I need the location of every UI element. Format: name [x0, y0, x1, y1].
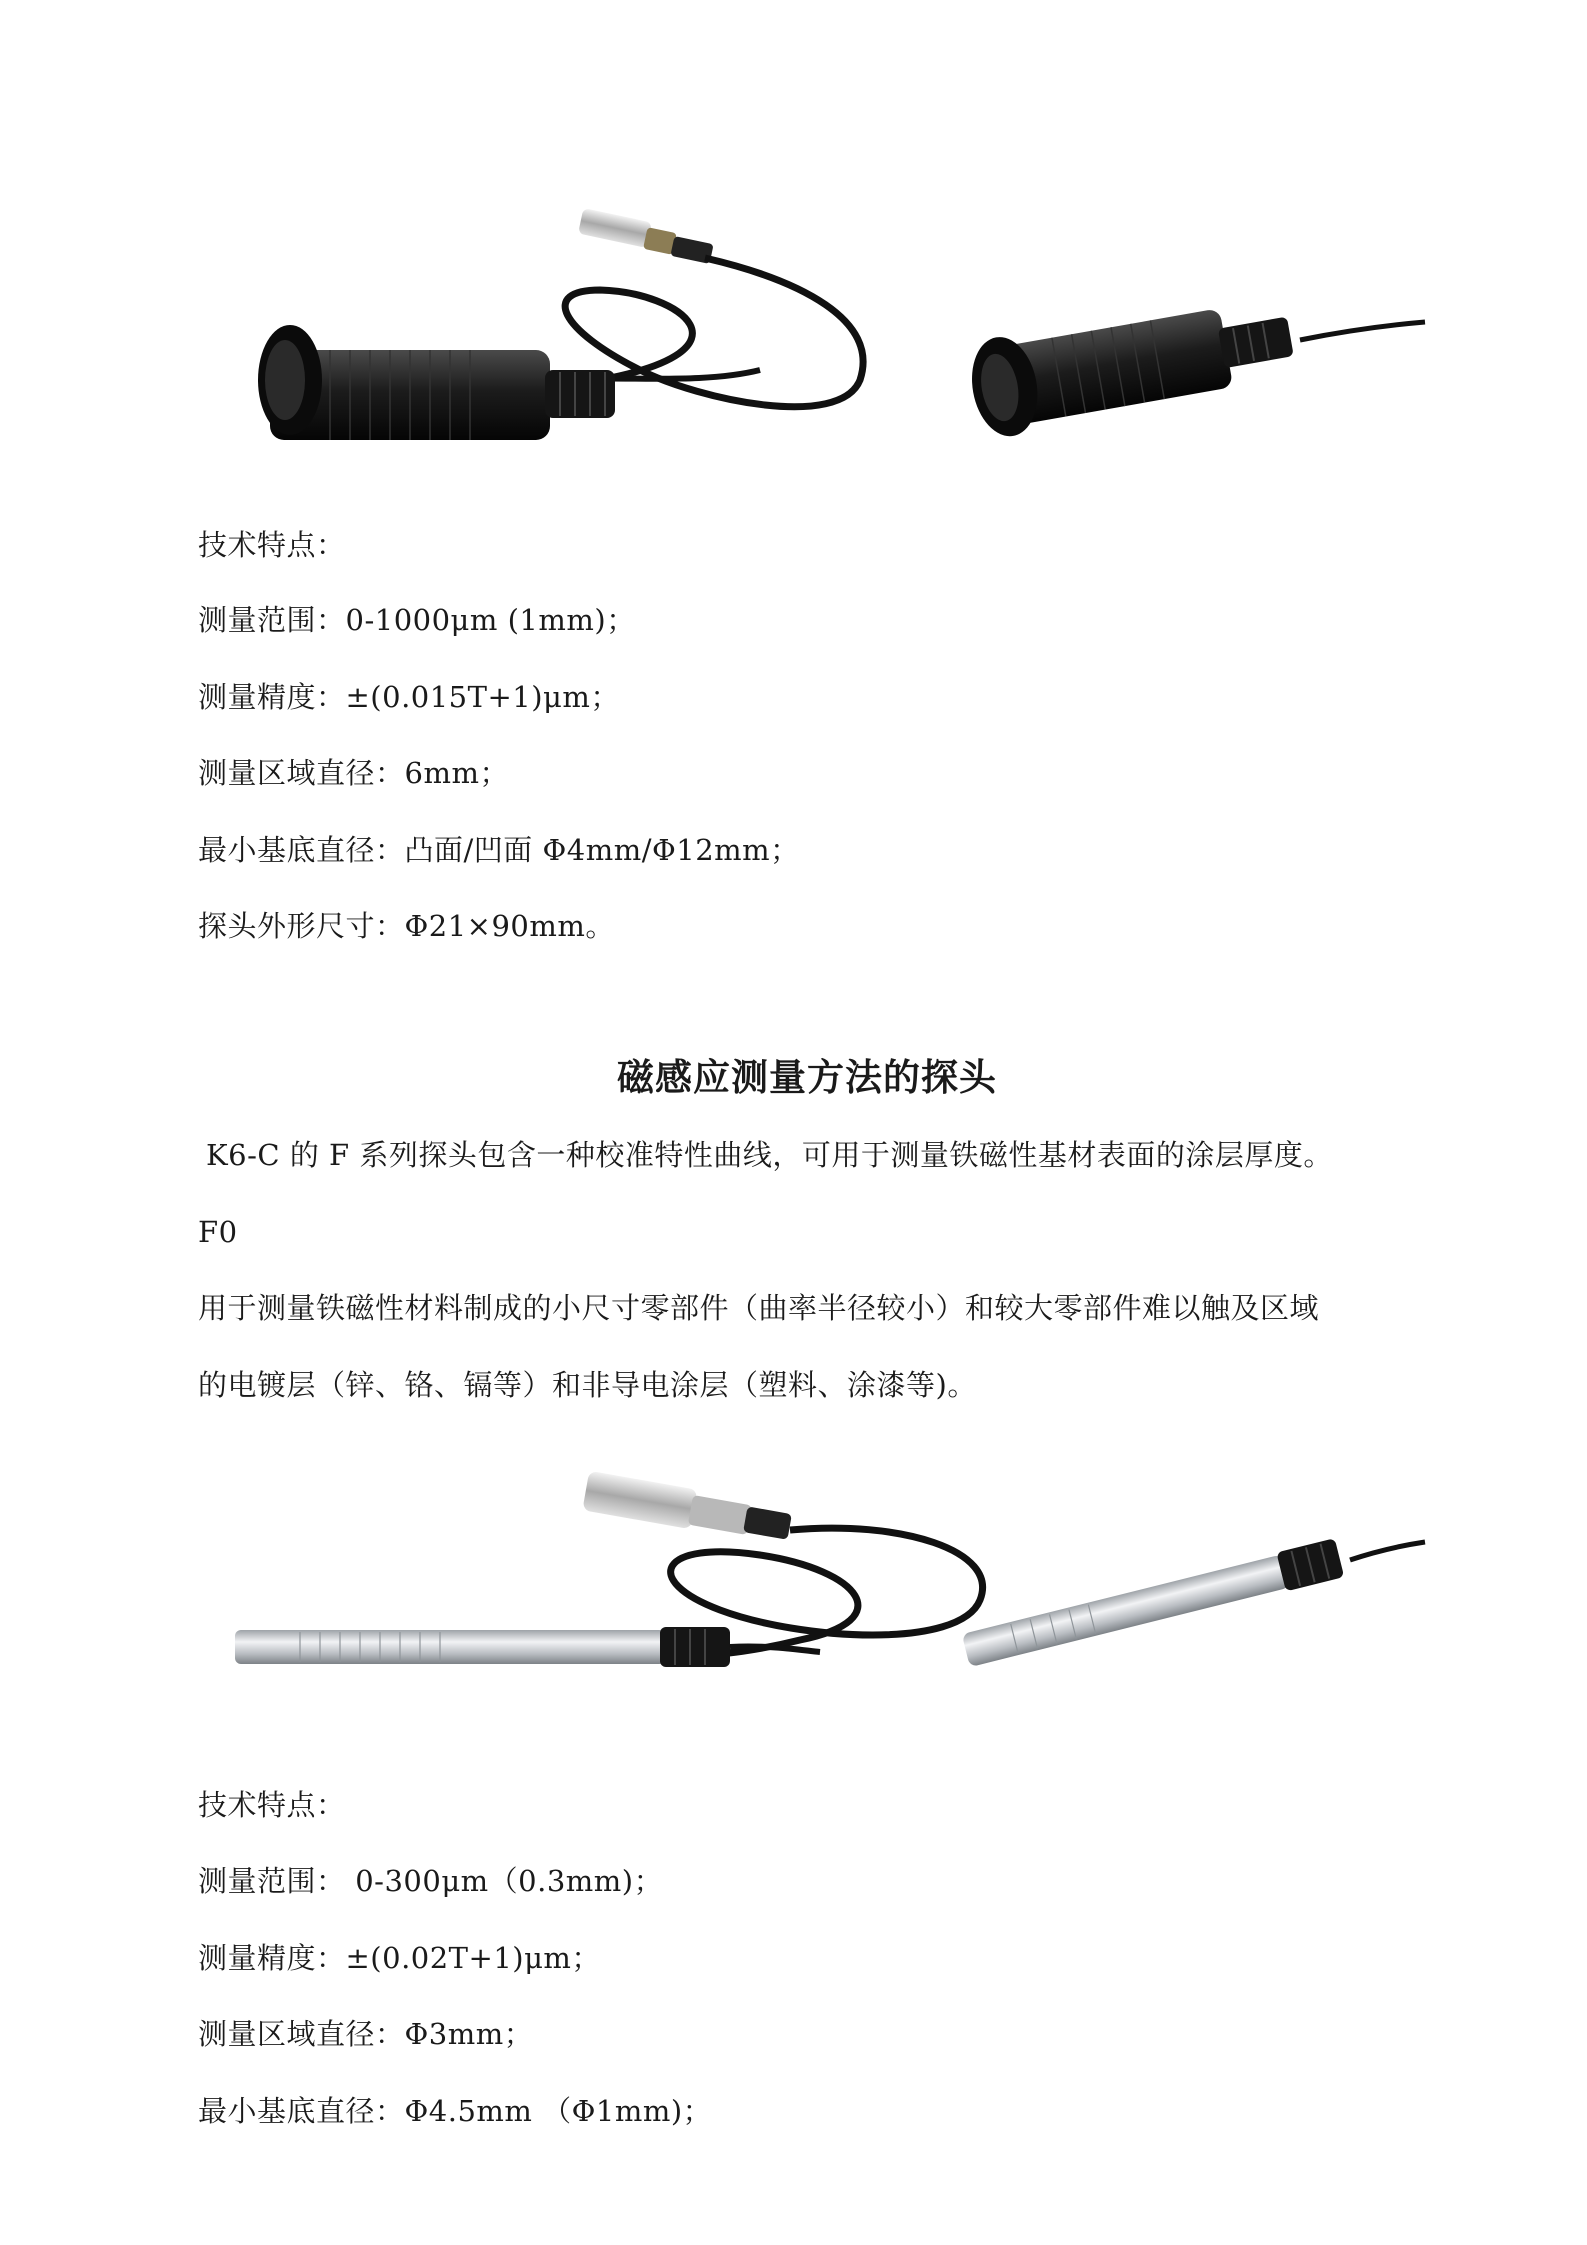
- spec-measuring-area: 测量区域直径：6mm；: [198, 756, 509, 790]
- section-intro: K6-C 的 F 系列探头包含一种校准特性曲线，可用于测量铁磁性基材表面的涂层厚度。: [206, 1138, 1333, 1172]
- spec-accuracy-2: 测量精度：±(0.02T+1)μm；: [198, 1941, 601, 1975]
- probe-model: F0: [198, 1215, 238, 1249]
- spec-accuracy: 测量精度：±(0.015T+1)μm；: [198, 680, 620, 714]
- description-line-1: 用于测量铁磁性材料制成的小尺寸零部件（曲率半径较小）和较大零部件难以触及区域: [198, 1291, 1320, 1325]
- description-line-2: 的电镀层（锌、铬、镉等）和非导电涂层（塑料、涂漆等)。: [198, 1368, 977, 1402]
- features-heading-2: 技术特点：: [198, 1788, 346, 1822]
- spec-measuring-area-2: 测量区域直径：Φ3mm；: [198, 2017, 534, 2051]
- spec-min-substrate-2: 最小基底直径：Φ4.5mm （Φ1mm)；: [198, 2094, 713, 2128]
- section-title: 磁感应测量方法的探头: [617, 1055, 997, 1099]
- spec-probe-size: 探头外形尺寸：Φ21×90mm。: [198, 909, 615, 943]
- spec-min-substrate: 最小基底直径：凸面/凹面 Φ4mm/Φ12mm；: [198, 833, 800, 867]
- spec-measuring-range: 测量范围：0-1000μm (1mm)；: [198, 603, 636, 637]
- spec-measuring-range-2: 测量范围： 0-300μm（0.3mm)；: [198, 1864, 664, 1898]
- silver-probe-photo: [0, 1460, 1587, 1730]
- features-heading: 技术特点：: [198, 528, 346, 562]
- black-probe-photo: [0, 200, 1587, 470]
